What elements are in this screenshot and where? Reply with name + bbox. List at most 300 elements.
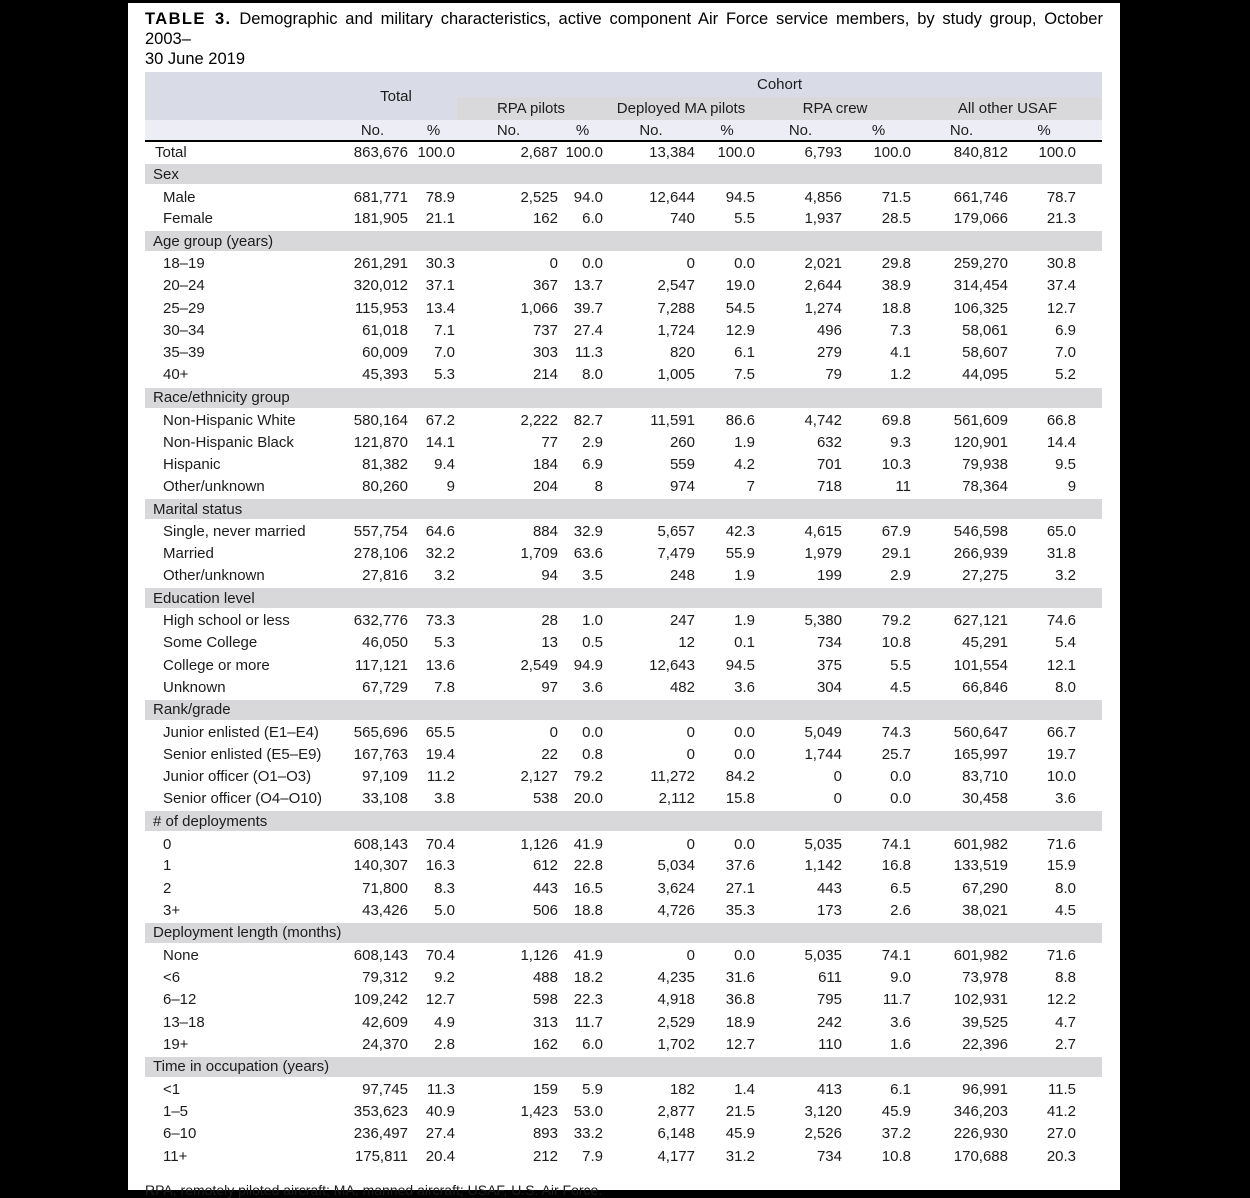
table-row [145, 185, 1102, 207]
row-label: 2 [163, 879, 172, 897]
cell: 39.7 [573, 299, 603, 317]
section-row-deployment-length-months [145, 922, 1102, 944]
cell: 9.5 [1055, 455, 1077, 473]
row-label: None [163, 947, 199, 965]
cell: 5.0 [434, 901, 455, 919]
table-row [145, 654, 1102, 676]
cell: 54.5 [725, 299, 755, 317]
cell: 162 [532, 1035, 558, 1053]
cell: 71.5 [881, 188, 911, 206]
cell: 74.1 [881, 947, 911, 965]
cell: 6.0 [582, 209, 603, 227]
cell: 5.5 [890, 656, 911, 674]
demographics-table [145, 72, 1102, 1167]
cell: 4,615 [804, 523, 842, 541]
cell: 4.5 [890, 678, 911, 696]
cell: 27,275 [962, 567, 1008, 585]
cell: 22,396 [962, 1035, 1008, 1053]
cell: 100.0 [1038, 143, 1077, 161]
table-row [145, 252, 1102, 274]
cell: 795 [816, 991, 842, 1009]
cell: 0 [833, 768, 842, 786]
cell: 2,127 [520, 768, 558, 786]
section-label: Deployment length (months) [145, 922, 1102, 944]
cell: 1.0 [582, 612, 603, 630]
row-label: 30–34 [163, 322, 205, 340]
cell: 1,744 [804, 745, 842, 763]
cell: 0.0 [734, 724, 755, 741]
cell: 7.1 [434, 322, 455, 340]
cell: 12.7 [425, 991, 455, 1009]
row-label: 1–5 [163, 1102, 189, 1120]
section-label: Age group (years) [145, 230, 1102, 252]
row-label: Junior enlisted (E1–E4) [163, 724, 319, 741]
cell: 443 [532, 879, 558, 897]
cell: 13.6 [425, 656, 455, 674]
cell: 0.8 [582, 745, 603, 763]
cell: 45.9 [725, 1125, 755, 1143]
cell: 5.2 [1055, 366, 1077, 384]
cell: 70.4 [425, 835, 455, 853]
cell: 6.0 [582, 1035, 603, 1053]
cell: 94.9 [573, 656, 603, 674]
row-label: High school or less [163, 612, 290, 630]
cell: 11.3 [426, 1081, 455, 1099]
no-column-header: No. [457, 120, 560, 141]
cell: 10.8 [881, 634, 911, 652]
cell: 97,745 [362, 1081, 408, 1099]
cell: 120,901 [953, 433, 1008, 451]
table-row [145, 208, 1102, 230]
cell: 1,126 [520, 947, 558, 965]
table-row [145, 877, 1102, 899]
cell: 1,724 [657, 322, 695, 340]
cell: 0.0 [890, 768, 911, 786]
table-row [145, 855, 1102, 877]
cell: 1,005 [657, 366, 695, 384]
cell: 1.2 [890, 366, 911, 384]
cell: 5,035 [804, 947, 842, 965]
table-row [145, 900, 1102, 922]
cell: 0 [833, 790, 842, 808]
cell: 559 [669, 455, 695, 473]
cell: 7,479 [657, 545, 695, 563]
row-label: Other/unknown [163, 477, 265, 495]
pct-column-header: % [844, 120, 913, 141]
cell: 9 [446, 477, 455, 495]
cell: 19.4 [425, 745, 455, 763]
cell: 66.7 [1046, 724, 1077, 741]
cell: 100.0 [565, 143, 603, 161]
cell: 12.7 [725, 1035, 755, 1053]
cell: 6.9 [1055, 322, 1077, 340]
cell: 601,982 [953, 835, 1008, 853]
cell: 11,272 [650, 768, 695, 786]
cell: 30,458 [962, 790, 1008, 808]
cell: 66,846 [962, 678, 1008, 696]
cell: 413 [816, 1081, 842, 1099]
cell: 94.0 [573, 188, 603, 206]
cell: 0 [686, 724, 695, 741]
row-label: 6–12 [163, 991, 197, 1009]
cell: 226,930 [953, 1125, 1008, 1143]
cell: 0 [686, 745, 695, 763]
cell: 199 [816, 567, 842, 585]
row-label: Junior officer (O1–O3) [163, 768, 312, 786]
cell: 55.9 [725, 545, 755, 563]
cell: 9.4 [434, 455, 455, 473]
row-label: Senior officer (O4–O10) [163, 790, 322, 808]
cell: 214 [532, 366, 558, 384]
cell: 19.0 [725, 277, 755, 295]
row-label: 0 [163, 835, 172, 853]
cell: 22.3 [573, 991, 603, 1009]
section-row-rank-grade [145, 699, 1102, 721]
row-label: 6–10 [163, 1125, 197, 1143]
cell: 7.3 [890, 322, 911, 340]
cell: 18.9 [725, 1013, 755, 1031]
cell: 506 [532, 901, 558, 919]
cell: 21.5 [725, 1102, 755, 1120]
cell: 65.5 [425, 724, 455, 741]
cell: 11 [895, 477, 911, 495]
cell: 0 [686, 255, 695, 273]
cell: 21.3 [1046, 209, 1077, 227]
cell: 94.5 [725, 188, 755, 206]
cell: 279 [816, 344, 842, 362]
cell: 67,729 [362, 678, 408, 696]
row-label: 11+ [163, 1147, 188, 1165]
cell: 22.8 [573, 857, 603, 875]
cell: 0.5 [582, 634, 603, 652]
table-row [145, 1145, 1102, 1167]
cell: 2.6 [890, 901, 911, 919]
cell: 560,647 [953, 724, 1008, 741]
cell: 7.9 [582, 1147, 603, 1165]
cell: 32.2 [425, 545, 455, 563]
cell: 353,623 [353, 1102, 408, 1120]
cell: 175,811 [354, 1147, 408, 1165]
cell: 58,061 [962, 322, 1008, 340]
section-label: Rank/grade [145, 699, 1102, 721]
table-row [145, 342, 1102, 364]
row-label: Single, never married [163, 523, 306, 541]
cell: 133,519 [953, 857, 1008, 875]
cell: 66.8 [1046, 411, 1077, 429]
row-label: 18–19 [163, 255, 205, 273]
section-label: Education level [145, 587, 1102, 609]
cell: 41.2 [1046, 1102, 1077, 1120]
cell: 8.0 [1055, 678, 1077, 696]
cell: 11.3 [574, 344, 603, 362]
cell: 71.6 [1046, 835, 1077, 853]
cell: 81,382 [362, 455, 408, 473]
cell: 0.1 [734, 634, 755, 652]
cell: 67.9 [881, 523, 911, 541]
cell: 53.0 [573, 1102, 603, 1120]
cell: 115,953 [354, 299, 408, 317]
table-row [145, 476, 1102, 498]
table-footnote: RPA, remotely piloted aircraft; MA, manned aircraft; USAF, U.S. Air Force. [145, 1182, 603, 1198]
cell: 0.0 [734, 947, 755, 965]
cell: 1,423 [520, 1102, 558, 1120]
section-label: Sex [145, 163, 1102, 185]
cell: 106,325 [953, 299, 1008, 317]
row-label: 3+ [163, 901, 181, 919]
cell: 3.5 [582, 567, 603, 585]
cell: 9.2 [434, 969, 455, 987]
cell: 367 [532, 277, 558, 295]
table-row [145, 743, 1102, 765]
cell: 83,710 [962, 768, 1008, 786]
row-label: 40+ [163, 366, 189, 384]
row-label: 25–29 [163, 299, 205, 317]
section-row-of-deployments [145, 810, 1102, 832]
table-row [145, 431, 1102, 453]
cell: 45,393 [362, 366, 408, 384]
cell: 261,291 [353, 255, 408, 273]
cell: 0.0 [734, 745, 755, 763]
cell: 546,598 [953, 523, 1008, 541]
cell: 80,260 [362, 477, 408, 495]
cell: 0.0 [734, 255, 755, 273]
cell: 78.9 [425, 188, 455, 206]
title-table-number: TABLE 3. [145, 10, 232, 28]
table-sheet [128, 3, 1120, 1198]
cell: 71,800 [362, 879, 408, 897]
cell: 4.2 [734, 455, 755, 473]
cell: 0.0 [582, 724, 603, 741]
cell: 28 [541, 612, 558, 630]
cell: 2,529 [657, 1013, 695, 1031]
cell: 84.2 [725, 768, 755, 786]
cell: 2.7 [1055, 1035, 1077, 1053]
cell: 18.8 [881, 299, 911, 317]
cell: 29.8 [881, 255, 911, 273]
cell: 259,270 [953, 255, 1008, 273]
table-row [145, 542, 1102, 564]
cell: 2.8 [434, 1035, 455, 1053]
table-row [145, 832, 1102, 854]
cell: 71.6 [1046, 947, 1077, 965]
table-row [145, 319, 1102, 341]
cell: 12.1 [1046, 656, 1077, 674]
cell: 15.9 [1046, 857, 1077, 875]
pct-column-header: % [560, 120, 605, 141]
cell: 1.9 [734, 433, 755, 451]
cell: 734 [816, 1147, 842, 1165]
cell: 42.3 [725, 523, 755, 541]
cell: 601,982 [953, 947, 1008, 965]
cell: 16.8 [881, 857, 911, 875]
column-group-deployed-ma-pilots: Deployed MA pilots [605, 97, 757, 120]
table-row [145, 1034, 1102, 1056]
cell: 884 [532, 523, 558, 541]
cell: 13.4 [425, 299, 455, 317]
cell: 30.8 [1046, 255, 1077, 273]
cell: 443 [816, 879, 842, 897]
section-row-sex [145, 163, 1102, 185]
cell: 94.5 [725, 656, 755, 674]
cell: 3.6 [1055, 790, 1077, 808]
table-row [145, 766, 1102, 788]
cell: 3.8 [434, 790, 455, 808]
row-label: Female [163, 209, 214, 227]
cell: 2,222 [520, 411, 558, 429]
cell: 12.9 [725, 322, 755, 340]
cell: 565,696 [353, 724, 408, 741]
cell: 10.0 [1046, 768, 1077, 786]
cell: 100.0 [417, 143, 455, 161]
cell: 0.0 [582, 255, 603, 273]
cell: 41.9 [573, 947, 603, 965]
cell: 18.2 [573, 969, 603, 987]
row-label: Non-Hispanic White [163, 411, 296, 429]
cell: 5,049 [804, 724, 842, 741]
table-row [145, 275, 1102, 297]
cell: 2.9 [582, 433, 603, 451]
cell: 11.2 [426, 768, 455, 786]
cell: 24,370 [362, 1035, 408, 1053]
table-row [145, 989, 1102, 1011]
row-label: 19+ [163, 1035, 189, 1053]
cell: 612 [532, 857, 558, 875]
cell: 611 [818, 969, 842, 987]
title-line-2: 30 June 2019 [145, 50, 246, 68]
row-label: 13–18 [163, 1013, 205, 1031]
cell: 3.2 [1055, 567, 1077, 585]
section-label: Marital status [145, 498, 1102, 520]
cell: 557,754 [353, 523, 408, 541]
cell: 11.7 [882, 991, 911, 1009]
cell: 1,709 [520, 545, 558, 563]
section-row-marital-status [145, 498, 1102, 520]
cell: 5,380 [804, 612, 842, 630]
cell: 27.4 [573, 322, 603, 340]
cell: 12.2 [1046, 991, 1077, 1009]
cell: 67.2 [425, 411, 455, 429]
cell: 5.9 [582, 1081, 603, 1099]
cell: 21.1 [425, 209, 455, 227]
cell: 2,547 [657, 277, 695, 295]
cell: 40.9 [425, 1102, 455, 1120]
cell: 32.9 [573, 523, 603, 541]
cell: 2,526 [804, 1125, 842, 1143]
section-row-education-level [145, 587, 1102, 609]
cell: 236,497 [353, 1125, 408, 1143]
cell: 77 [541, 433, 558, 451]
cell: 5,034 [657, 857, 695, 875]
row-label: College or more [163, 656, 270, 674]
table-row [145, 364, 1102, 386]
cell: 8.3 [434, 879, 455, 897]
cell: 701 [816, 455, 842, 473]
cell: 893 [532, 1125, 558, 1143]
cell: 30.3 [425, 255, 455, 273]
cell: 681,771 [353, 188, 408, 206]
cell: 632 [816, 433, 842, 451]
cell: 70.4 [425, 947, 455, 965]
table-row [145, 632, 1102, 654]
cell: 0 [686, 835, 695, 853]
header-total: Total [335, 72, 457, 120]
cell: 538 [532, 790, 558, 808]
cell: 627,121 [953, 612, 1008, 630]
cell: 5.4 [1055, 634, 1077, 652]
cell: 1,274 [804, 299, 842, 317]
cell: 2,877 [657, 1102, 695, 1120]
cell: 167,763 [353, 745, 408, 763]
cell: 1,979 [804, 545, 842, 563]
cell: 20.3 [1046, 1147, 1077, 1165]
cell: 73,978 [962, 969, 1008, 987]
cell: 58,607 [962, 344, 1008, 362]
cell: 12,644 [649, 188, 695, 206]
cell: 37.2 [881, 1125, 911, 1143]
cell: 13 [541, 634, 558, 652]
row-label: Married [163, 545, 214, 563]
cell: 79.2 [573, 768, 603, 786]
cell: 8.0 [1055, 879, 1077, 897]
cell: 22 [541, 745, 558, 763]
cell: 39,525 [962, 1013, 1008, 1031]
row-label: Some College [163, 634, 258, 652]
cell: 46,050 [362, 634, 408, 652]
cell: 974 [669, 477, 695, 495]
cell: 204 [532, 477, 558, 495]
cell: 3.6 [890, 1013, 911, 1031]
cell: 165,997 [953, 745, 1008, 763]
cell: 42,609 [362, 1013, 408, 1031]
cell: 159 [532, 1081, 558, 1099]
cell: 863,676 [353, 143, 408, 161]
cell: 43,426 [362, 901, 408, 919]
cell: 182 [669, 1081, 695, 1099]
row-label: Male [163, 188, 196, 206]
table-row [145, 788, 1102, 810]
cell: 8 [594, 477, 603, 495]
cell: 1,126 [520, 835, 558, 853]
cell: 247 [669, 612, 695, 630]
cell: 212 [532, 1147, 558, 1165]
table-row [145, 1100, 1102, 1122]
cell: 78.7 [1046, 188, 1077, 206]
table-body [145, 141, 1102, 1167]
cell: 482 [669, 678, 695, 696]
section-row-race-ethnicity-group [145, 387, 1102, 409]
cell: 2.9 [890, 567, 911, 585]
cell: 561,609 [953, 411, 1008, 429]
cell: 117,121 [354, 656, 408, 674]
table-title [145, 9, 1103, 69]
cell: 97 [541, 678, 558, 696]
cell: 4,726 [657, 901, 695, 919]
row-label-column-header [145, 72, 335, 120]
row-label: Senior enlisted (E5–E9) [163, 745, 322, 763]
cell: 63.6 [573, 545, 603, 563]
cell: 64.6 [425, 523, 455, 541]
cell: 6.9 [582, 455, 603, 473]
cell: 0.0 [890, 790, 911, 808]
row-label: <6 [163, 969, 181, 987]
cell: 10.8 [881, 1147, 911, 1165]
cell: 11,591 [650, 411, 695, 429]
row-label: 35–39 [163, 344, 205, 362]
cell: 12.7 [1046, 299, 1077, 317]
cell: 25.7 [881, 745, 911, 763]
cell: 304 [816, 678, 842, 696]
table-row [145, 565, 1102, 587]
